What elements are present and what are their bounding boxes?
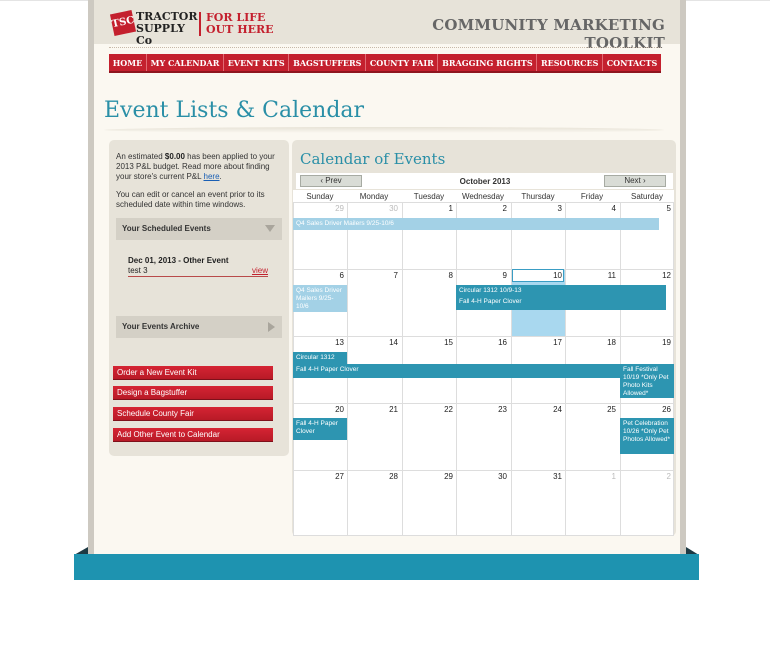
- day-number[interactable]: 28: [389, 472, 398, 481]
- day-number[interactable]: 29: [444, 472, 453, 481]
- day-number[interactable]: 8: [448, 271, 453, 280]
- day-number[interactable]: 11: [607, 271, 616, 280]
- day-number[interactable]: 18: [607, 338, 616, 347]
- calendar-event[interactable]: Fall 4-H Paper Clover: [456, 296, 666, 310]
- nav-event-kits[interactable]: EVENT KITS: [224, 54, 289, 71]
- day-number[interactable]: 30: [389, 204, 398, 213]
- budget-text-post: has been applied to your 2013 P&L budget. Read more about finding your store's current P&L: [116, 152, 275, 181]
- weekday-label: Saturday: [630, 192, 664, 201]
- weekday-label: Wednesday: [461, 192, 505, 201]
- events-archive-header[interactable]: [116, 316, 282, 338]
- add-other-event-button[interactable]: Add Other Event to Calendar: [113, 428, 273, 442]
- scheduled-events-label: Your Scheduled Events: [122, 224, 211, 233]
- weekday-label: Friday: [580, 192, 604, 201]
- view-event-link[interactable]: view: [251, 266, 268, 275]
- day-number[interactable]: 13: [335, 338, 344, 347]
- calendar-event[interactable]: Fall 4-H Paper Clover: [293, 364, 620, 378]
- calendar-event[interactable]: Fall Festival 10/19 *Only Pet Photo Kits Allowed*: [620, 364, 674, 398]
- grid-row-line: [293, 470, 674, 471]
- scheduled-event-row: [128, 266, 268, 277]
- day-number[interactable]: 1: [448, 204, 453, 213]
- budget-here-link[interactable]: here: [203, 172, 220, 181]
- day-number[interactable]: 2: [666, 472, 671, 481]
- chevron-right-icon: [268, 322, 275, 332]
- brand-logo[interactable]: TRACTOR SUPPLY Co: [136, 10, 198, 47]
- main-nav: [109, 54, 661, 73]
- weekday-label: Tuesday: [413, 192, 445, 201]
- day-number[interactable]: 21: [389, 405, 398, 414]
- day-number[interactable]: 12: [662, 271, 671, 280]
- order-event-kit-button[interactable]: Order a New Event Kit: [113, 366, 273, 380]
- grid-row-line: [293, 336, 674, 337]
- day-number[interactable]: 10: [553, 271, 562, 280]
- page-title: Event Lists & Calendar: [104, 98, 365, 123]
- scheduled-events-header[interactable]: [116, 218, 282, 240]
- grid-row-line: [293, 269, 674, 270]
- budget-amount: $0.00: [164, 152, 185, 161]
- nav-contacts[interactable]: CONTACTS: [606, 58, 658, 68]
- weekday-label: Monday: [359, 192, 389, 201]
- day-number[interactable]: 30: [498, 472, 507, 481]
- day-number[interactable]: 2: [502, 204, 507, 213]
- day-number[interactable]: 19: [662, 338, 671, 347]
- calendar-event[interactable]: Circular 1312: [293, 352, 347, 365]
- logo-divider: [199, 12, 201, 36]
- footer-band: [74, 554, 699, 580]
- day-number[interactable]: 23: [498, 405, 507, 414]
- calendar-event[interactable]: Circular 1312 10/9-13: [456, 285, 666, 296]
- day-number[interactable]: 7: [393, 271, 398, 280]
- site-title: COMMUNITY MARKETING TOOLKIT: [432, 16, 665, 52]
- day-number[interactable]: 3: [557, 204, 562, 213]
- nav-my-calendar[interactable]: MY CALENDAR: [147, 54, 224, 71]
- scheduled-event-item: [128, 256, 268, 277]
- header-divider: [109, 47, 661, 48]
- day-number[interactable]: 5: [666, 204, 671, 213]
- calendar-event[interactable]: Pet Celebration 10/26 *Only Pet Photos Allowed*: [620, 418, 674, 454]
- events-archive-label: Your Events Archive: [122, 322, 200, 331]
- calendar-title: Calendar of Events: [300, 150, 446, 168]
- day-number[interactable]: 1: [611, 472, 616, 481]
- nav-home[interactable]: HOME: [109, 54, 147, 71]
- scheduled-event-title: Dec 01, 2013 - Other Event: [128, 256, 229, 265]
- day-number[interactable]: 26: [662, 405, 671, 414]
- day-number[interactable]: 9: [502, 271, 507, 280]
- day-number[interactable]: 6: [339, 271, 344, 280]
- month-label: October 2013: [459, 177, 511, 186]
- day-number[interactable]: 16: [498, 338, 507, 347]
- nav-county-fair[interactable]: COUNTY FAIR: [366, 54, 438, 71]
- day-number[interactable]: 17: [553, 338, 562, 347]
- day-number[interactable]: 27: [335, 472, 344, 481]
- page-bottom: [0, 580, 770, 660]
- weekday-label: Thursday: [521, 192, 555, 201]
- prev-month-button[interactable]: ‹ Prev: [300, 175, 362, 187]
- chevron-down-icon: [265, 225, 275, 232]
- nav-bagstuffers[interactable]: BAGSTUFFERS: [289, 54, 366, 71]
- day-number[interactable]: 22: [444, 405, 453, 414]
- edit-note: You can edit or cancel an event prior to its scheduled date within time windows.: [116, 190, 265, 209]
- nav-resources[interactable]: RESOURCES: [537, 54, 603, 71]
- next-month-button[interactable]: Next ›: [604, 175, 666, 187]
- weekday-label: Sunday: [306, 192, 334, 201]
- day-number[interactable]: 15: [444, 338, 453, 347]
- title-shadow: [104, 127, 664, 133]
- day-number[interactable]: 20: [335, 405, 344, 414]
- day-number[interactable]: 25: [607, 405, 616, 414]
- tsc-logo-icon[interactable]: TSC: [110, 10, 136, 36]
- day-number[interactable]: 4: [611, 204, 616, 213]
- grid-row-line: [293, 403, 674, 404]
- day-number[interactable]: 14: [389, 338, 398, 347]
- budget-text-end: .: [219, 172, 222, 181]
- calendar-event[interactable]: Q4 Sales Driver Mailers 9/25-10/6: [293, 285, 347, 312]
- calendar-event[interactable]: Q4 Sales Driver Mailers 9/25-10/6: [293, 218, 659, 230]
- nav-bragging-rights[interactable]: BRAGGING RIGHTS: [438, 54, 537, 71]
- budget-text-pre: An estimated: [116, 152, 165, 161]
- budget-note: [116, 152, 282, 182]
- schedule-county-fair-button[interactable]: Schedule County Fair: [113, 407, 273, 421]
- scheduled-event-name: test 3: [128, 266, 148, 275]
- brand-tagline: FOR LIFE OUT HERE: [206, 11, 274, 36]
- day-number[interactable]: 24: [553, 405, 562, 414]
- calendar-event[interactable]: Fall 4-H Paper Clover: [293, 418, 347, 440]
- day-number[interactable]: 29: [335, 204, 344, 213]
- design-bagstuffer-button[interactable]: Design a Bagstuffer: [113, 386, 273, 400]
- day-number[interactable]: 31: [553, 472, 562, 481]
